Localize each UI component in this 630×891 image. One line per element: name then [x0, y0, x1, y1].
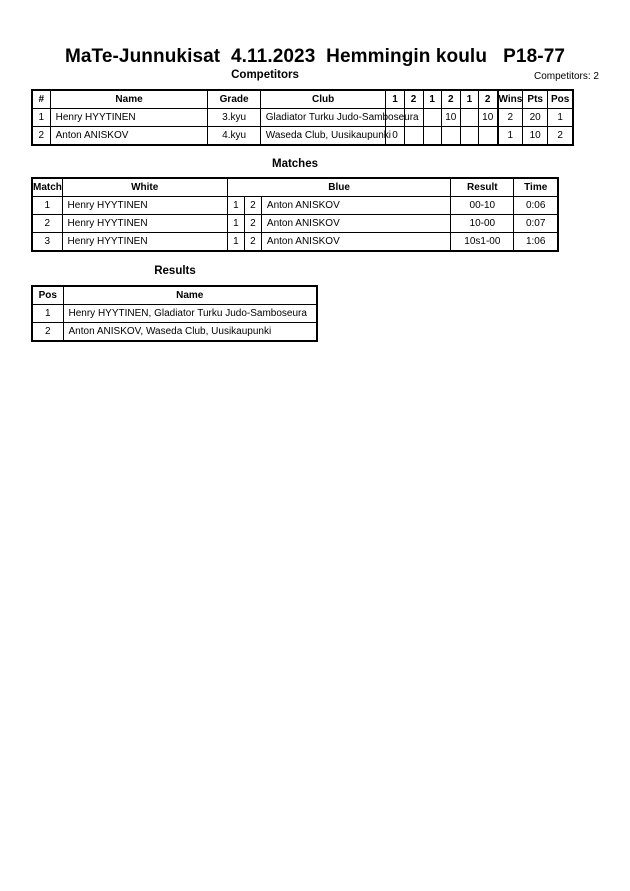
header-club: Club [260, 90, 386, 109]
competitors-header-row [32, 90, 573, 109]
header-name: Name [63, 286, 317, 305]
header-result: Result [451, 178, 514, 197]
match-blue: Anton ANISKOV [261, 197, 450, 215]
match-time: 0:06 [514, 197, 558, 215]
header-grade: Grade [208, 90, 260, 109]
row-score-5 [460, 127, 478, 146]
match-white: Henry HYYTINEN [62, 197, 227, 215]
match-number: 1 [32, 197, 62, 215]
table-row [32, 109, 573, 127]
match-blue-marker: 2 [244, 215, 261, 233]
table-row [32, 233, 558, 252]
row-num: 2 [32, 127, 50, 146]
matches-label: Matches [271, 158, 319, 170]
row-score-4 [441, 127, 460, 146]
table-row [32, 197, 558, 215]
table-row [32, 323, 317, 342]
row-club: Gladiator Turku Judo-Samboseura [260, 109, 386, 127]
match-white-marker: 1 [227, 215, 244, 233]
match-white: Henry HYYTINEN [62, 215, 227, 233]
header-num: # [32, 90, 50, 109]
header-white: White [62, 178, 227, 197]
row-pos: 2 [548, 127, 573, 146]
header-pts: Pts [523, 90, 548, 109]
competitors-table [31, 89, 574, 146]
match-result: 10s1-00 [451, 233, 514, 252]
row-pos: 1 [548, 109, 573, 127]
table-row [32, 215, 558, 233]
row-wins: 1 [498, 127, 523, 146]
row-grade: 3.kyu [208, 109, 260, 127]
match-white-marker: 1 [227, 233, 244, 252]
match-white: Henry HYYTINEN [62, 233, 227, 252]
table-row [32, 127, 573, 146]
header-pos: Pos [32, 286, 63, 305]
matches-table [31, 177, 559, 252]
results-header-row [32, 286, 317, 305]
row-score-4: 10 [441, 109, 460, 127]
header-score-5: 1 [460, 90, 478, 109]
row-score-3 [423, 109, 441, 127]
header-wins: Wins [498, 90, 523, 109]
header-score-6: 2 [478, 90, 497, 109]
header-match: Match [32, 178, 62, 197]
match-time: 0:07 [514, 215, 558, 233]
row-name: Henry HYYTINEN [50, 109, 208, 127]
row-score-1: 0 [386, 127, 404, 146]
header-score-1: 1 [386, 90, 404, 109]
row-score-6: 10 [478, 109, 497, 127]
row-wins: 2 [498, 109, 523, 127]
row-score-6 [478, 127, 497, 146]
results-label: Results [154, 265, 196, 277]
header-score-4: 2 [441, 90, 460, 109]
header-pos: Pos [548, 90, 573, 109]
row-score-5 [460, 109, 478, 127]
result-name: Henry HYYTINEN, Gladiator Turku Judo-Samboseura [63, 305, 317, 323]
match-blue-marker: 2 [244, 197, 261, 215]
match-blue: Anton ANISKOV [261, 215, 450, 233]
match-blue: Anton ANISKOV [261, 233, 450, 252]
row-name: Anton ANISKOV [50, 127, 208, 146]
matches-header-row [32, 178, 558, 197]
match-time: 1:06 [514, 233, 558, 252]
row-score-2 [404, 127, 423, 146]
header-score-2: 2 [404, 90, 423, 109]
results-table [31, 285, 318, 342]
result-pos: 1 [32, 305, 63, 323]
competitors-count: Competitors: 2 [533, 71, 599, 82]
page-title: MaTe-Junnukisat 4.11.2023 Hemmingin koulu P18-77 [64, 46, 566, 67]
row-score-3 [423, 127, 441, 146]
row-club: Waseda Club, Uusikaupunki [260, 127, 386, 146]
match-white-marker: 1 [227, 197, 244, 215]
header-time: Time [514, 178, 558, 197]
match-result: 10-00 [451, 215, 514, 233]
row-pts: 10 [523, 127, 548, 146]
row-num: 1 [32, 109, 50, 127]
row-pts: 20 [523, 109, 548, 127]
competitors-label: Competitors [231, 69, 299, 81]
header-blue: Blue [227, 178, 450, 197]
match-blue-marker: 2 [244, 233, 261, 252]
match-result: 00-10 [451, 197, 514, 215]
header-name: Name [50, 90, 208, 109]
match-number: 3 [32, 233, 62, 252]
result-pos: 2 [32, 323, 63, 342]
result-name: Anton ANISKOV, Waseda Club, Uusikaupunki [63, 323, 317, 342]
table-row [32, 305, 317, 323]
header-score-3: 1 [423, 90, 441, 109]
match-number: 2 [32, 215, 62, 233]
row-grade: 4.kyu [208, 127, 260, 146]
